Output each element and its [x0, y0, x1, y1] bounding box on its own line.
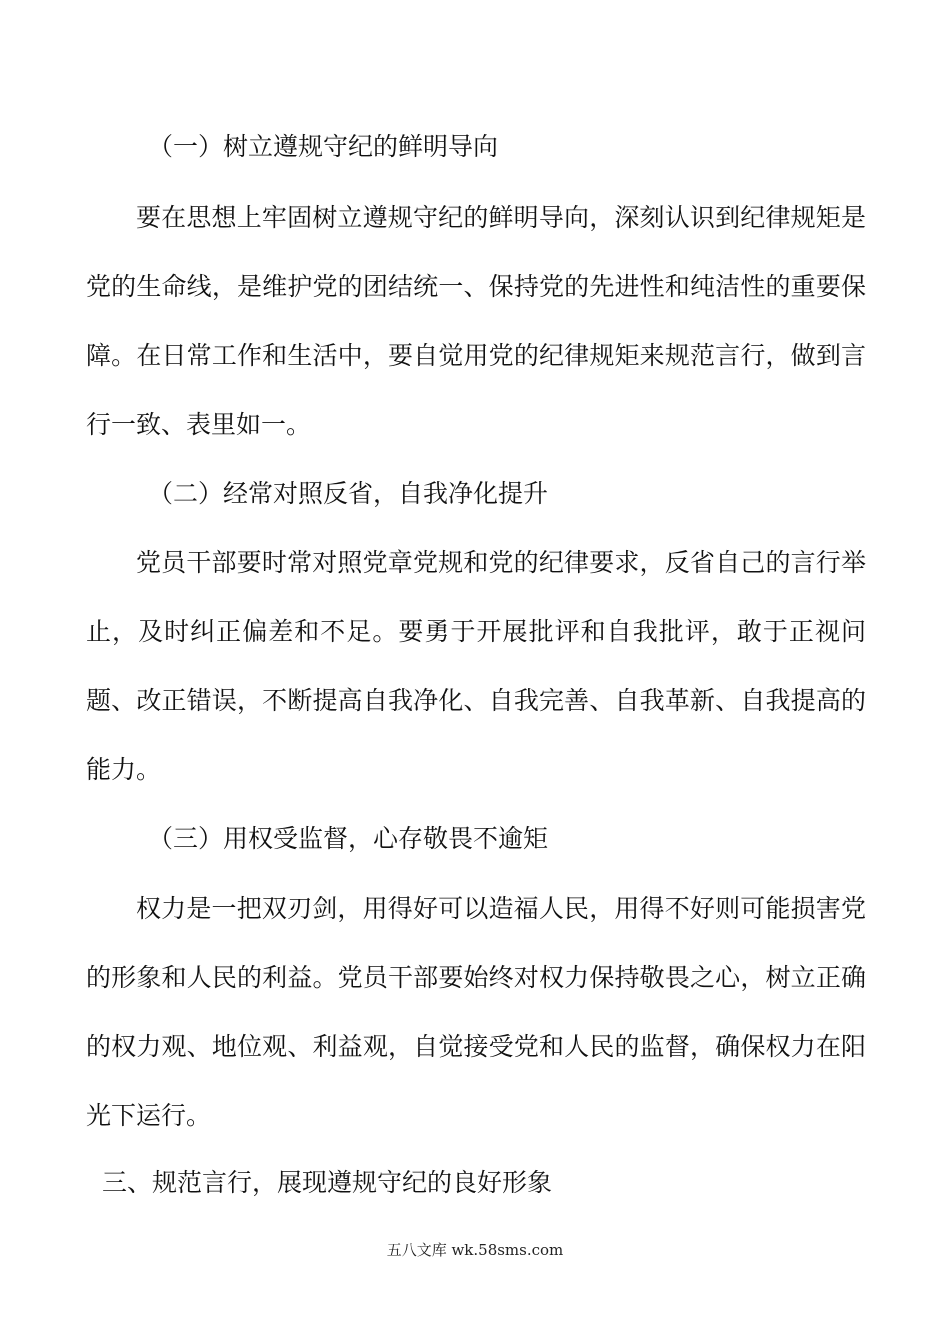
- section-paragraph-1: 要在思想上牢固树立遵规守纪的鲜明导向，深刻认识到纪律规矩是党的生命线，是维护党的团结统一、保持党的先进性和纯洁性的重要保障。在日常工作和生活中，要自觉用党的纪律规矩来规范言行，做到言行一致、表里如一。: [86, 203, 866, 439]
- section-paragraph-2: 党员干部要时常对照党章党规和党的纪律要求，反省自己的言行举止，及时纠正偏差和不足。要勇于开展批评和自我批评，敢于正视问题、改正错误，不断提高自我净化、自我完善、自我革新、自我提高的能力。: [86, 548, 866, 784]
- section-heading-2: （二）经常对照反省，自我净化提升: [148, 479, 549, 508]
- section-paragraph-3: 权力是一把双刃剑，用得好可以造福人民，用得不好则可能损害党的形象和人民的利益。党员干部要始终对权力保持敬畏之心，树立正确的权力观、地位观、利益观，自觉接受党和人民的监督，确保权力在阳光下运行。: [86, 894, 866, 1130]
- chapter-heading: 三、规范言行，展现遵规守纪的良好形象: [102, 1168, 553, 1197]
- section-heading-1: （一）树立遵规守纪的鲜明导向: [148, 132, 499, 161]
- page-footer: 五八文库 wk.58sms.com: [386, 1241, 564, 1259]
- section-heading-3: （三）用权受监督，心存敬畏不逾矩: [148, 824, 549, 853]
